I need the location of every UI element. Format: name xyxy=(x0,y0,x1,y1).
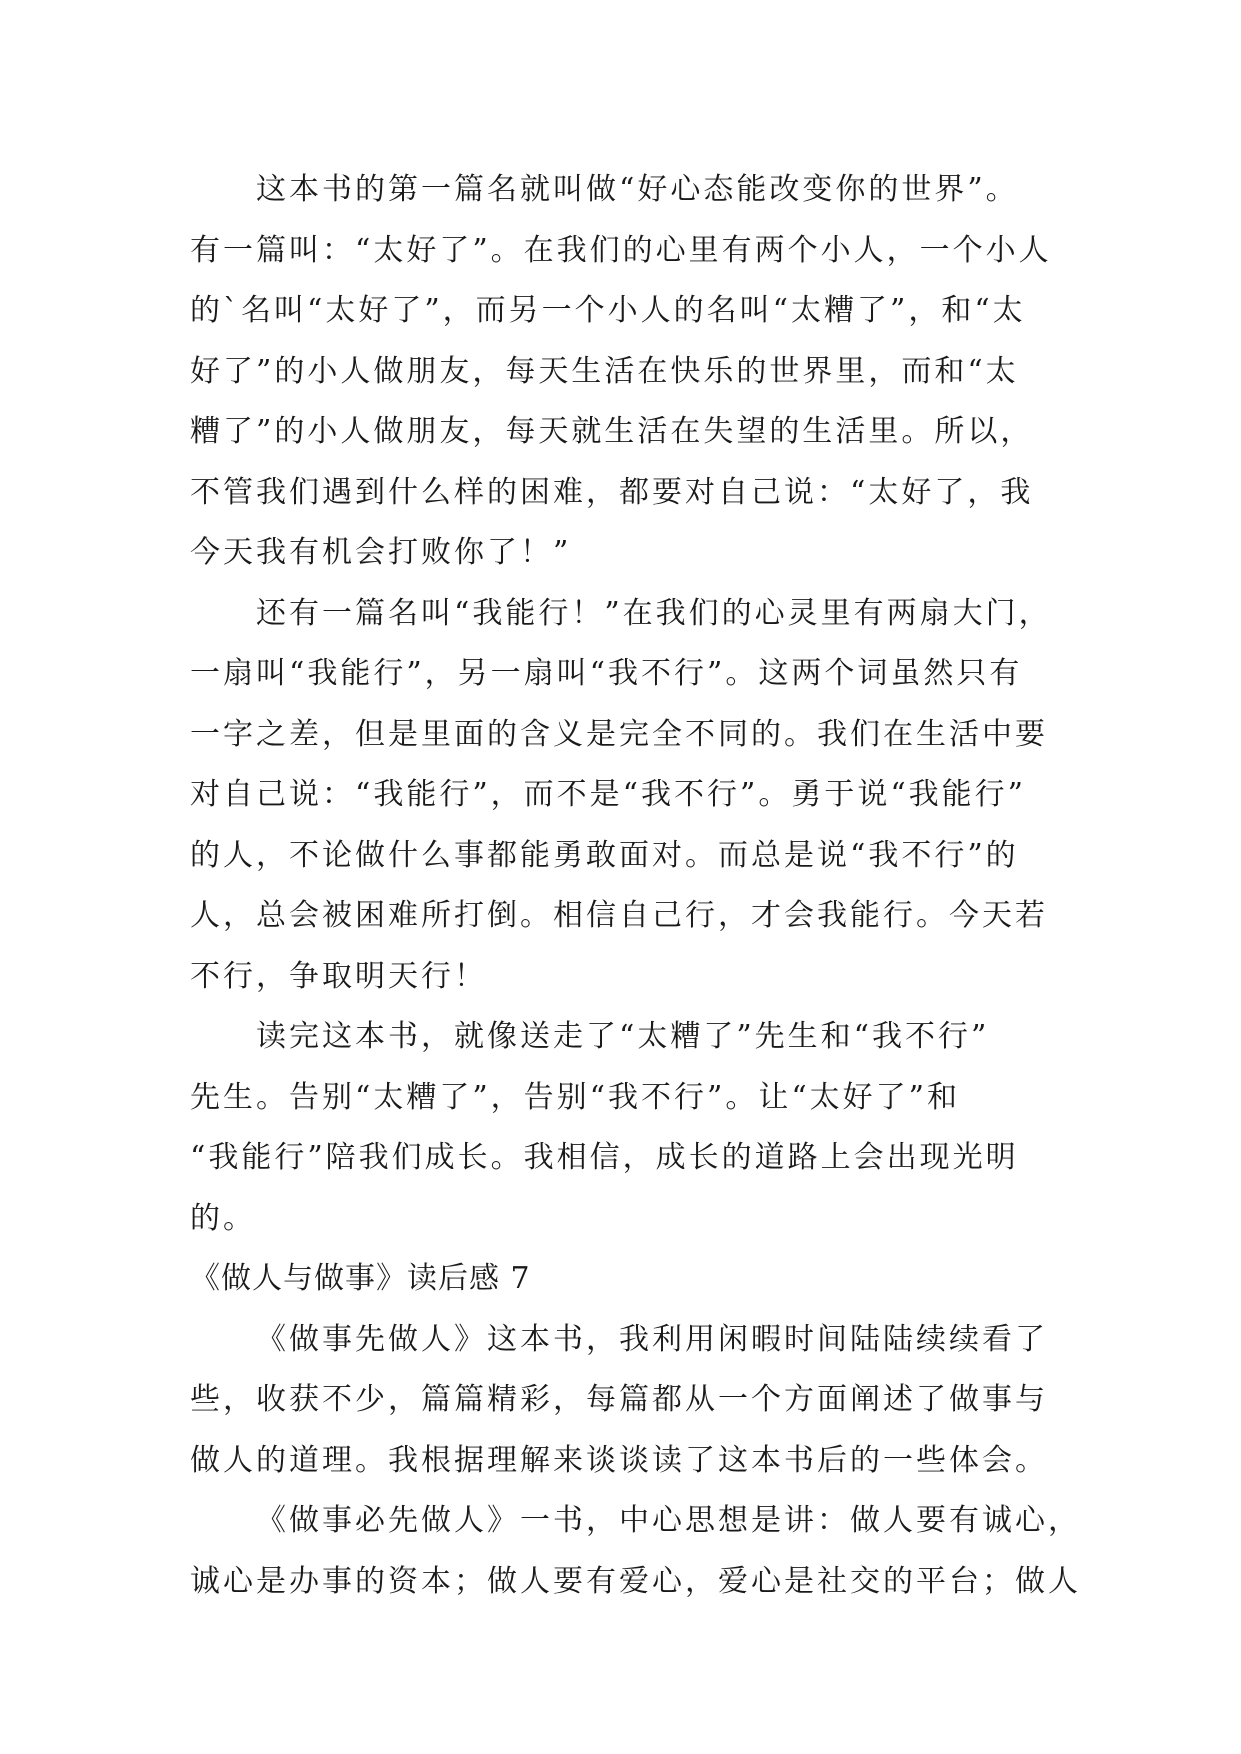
paragraph-line: 不管我们遇到什么样的困难，都要对自己说：“太好了，我 xyxy=(190,474,1034,510)
paragraph-line: 一字之差，但是里面的含义是完全不同的。我们在生活中要 xyxy=(190,716,1048,752)
document-body xyxy=(190,160,1081,1612)
paragraph-line: 还有一篇名叫“我能行！”在我们的心灵里有两扇大门， xyxy=(256,595,1052,631)
paragraph-line: 糟了”的小人做朋友，每天就生活在失望的生活里。所以， xyxy=(190,414,1034,449)
paragraph-line: 做人的道理。我根据理解来谈谈读了这本书后的一些体会。 xyxy=(190,1442,1048,1478)
paragraph-line: 的人，不论做什么事都能勇敢面对。而总是说“我不行”的 xyxy=(190,837,1019,873)
paragraph-line: 的。 xyxy=(190,1200,256,1236)
paragraph-line: 诚心是办事的资本；做人要有爱心，爱心是社交的平台；做人 xyxy=(190,1563,1081,1599)
paragraph-line: 好了”的小人做朋友，每天生活在快乐的世界里，而和“太 xyxy=(190,353,1019,389)
paragraph-line: “我能行”陪我们成长。我相信，成长的道路上会出现光明 xyxy=(190,1140,1019,1175)
paragraph-line: 先生。告别“太糟了”，告别“我不行”。让“太好了”和 xyxy=(190,1079,961,1115)
section-heading: 《做人与做事》读后感 7 xyxy=(190,1261,531,1296)
paragraph-line: 有一篇叫：“太好了”。在我们的心里有两个小人，一个小人 xyxy=(190,232,1052,268)
paragraph-line: 不行，争取明天行！ xyxy=(190,958,487,994)
paragraph-line: 一扇叫“我能行”，另一扇叫“我不行”。这两个词虽然只有 xyxy=(190,656,1023,691)
paragraph-line: 读完这本书，就像送走了“太糟了”先生和“我不行” xyxy=(256,1019,990,1054)
paragraph-line: 《做事先做人》这本书，我利用闲暇时间陆陆续续看了 xyxy=(256,1321,1048,1357)
paragraph-line: 的`名叫“太好了”，而另一个小人的名叫“太糟了”，和“太 xyxy=(190,293,1026,328)
paragraph-line: 对自己说：“我能行”，而不是“我不行”。勇于说“我能行” xyxy=(190,777,1027,812)
paragraph-line: 《做事必先做人》一书，中心思想是讲：做人要有诚心， xyxy=(256,1503,1081,1538)
paragraph-line: 这本书的第一篇名就叫做“好心态能改变你的世界”。 xyxy=(256,172,1019,207)
paragraph-line: 人，总会被困难所打倒。相信自己行，才会我能行。今天若 xyxy=(190,898,1048,933)
paragraph-line: 今天我有机会打败你了！” xyxy=(190,535,572,570)
paragraph-line: 些，收获不少，篇篇精彩，每篇都从一个方面阐述了做事与 xyxy=(190,1382,1048,1417)
